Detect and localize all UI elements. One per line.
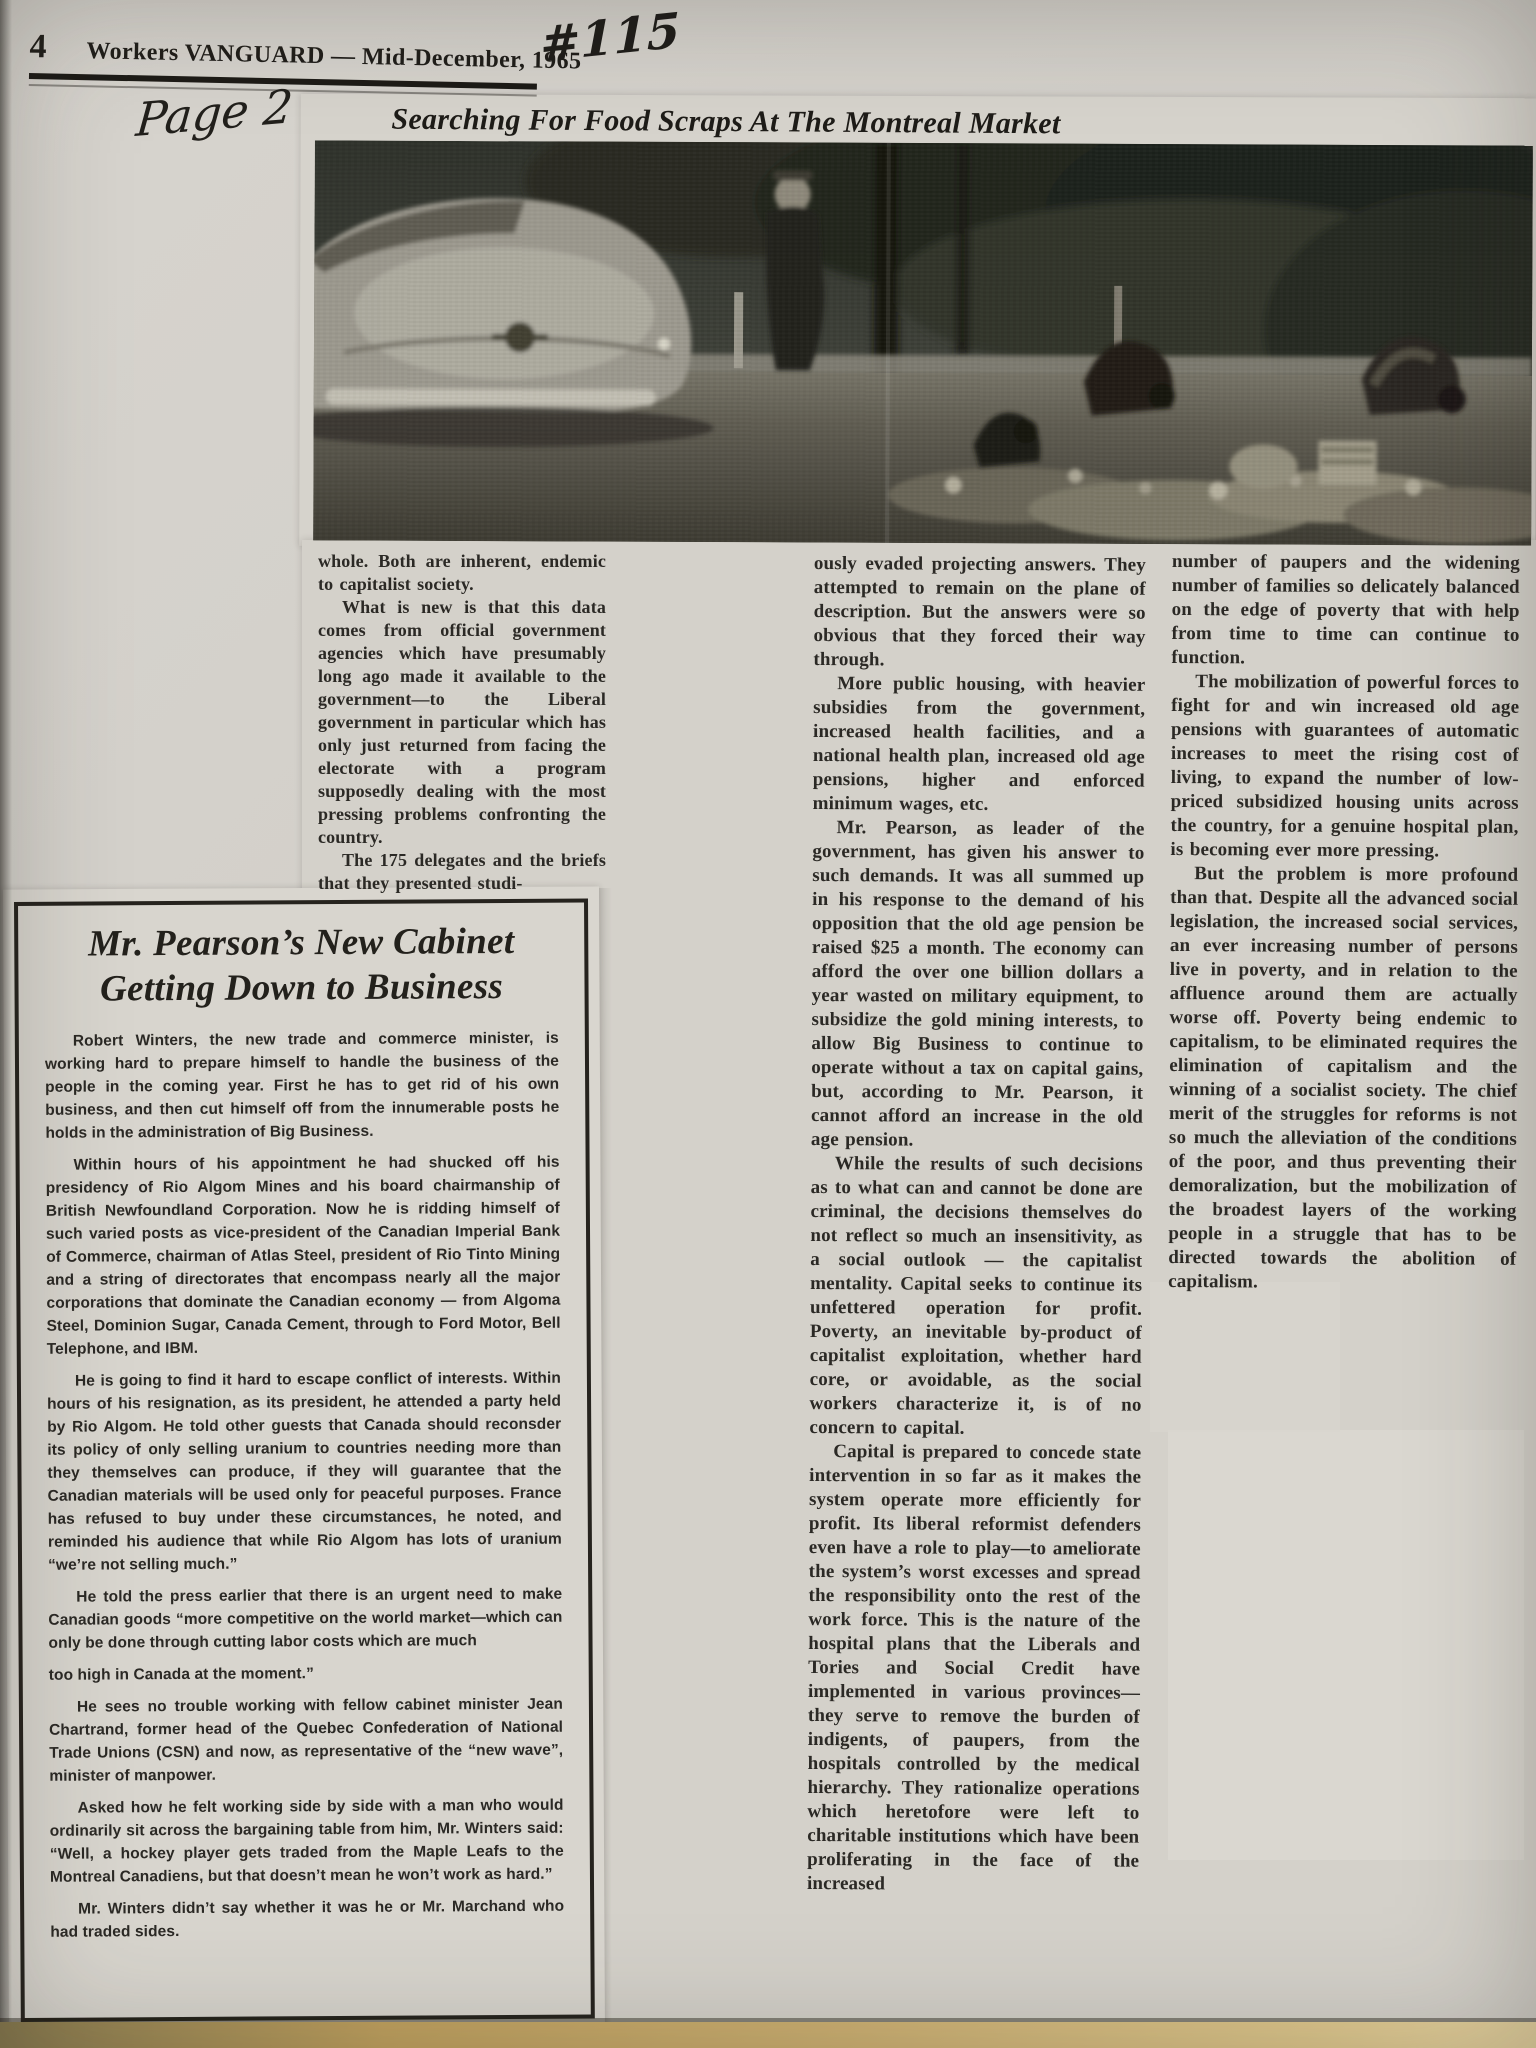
boxed-article-title-line1: Mr. Pearson’s New Cabinet	[88, 920, 515, 965]
article-paragraph: But the problem is more profound than that. Despite all the advanced social legislation, the increased social services, an ever increasing number of persons live in poverty, and in relation to the affluence around them are actually worse off. Poverty being endemic to capitalism, to be eliminated requires the elimination of capitalism and the winning of a socialist society. The chief merit of the struggles for reforms is not so much the alleviation of the conditions of the poor, and thus preventing their demoralization, but the mobilization of the broadest layers of the working people in a struggle that has to be directed towards the abolition of capitalism.	[1168, 863, 1519, 1293]
boxed-article-body	[45, 1027, 565, 1944]
article-paragraph: He told the press earlier that there is an urgent need to make Canadian goods “more competitive on the world market—which can only be done through cutting labor costs which are much	[48, 1585, 563, 1652]
article-paragraph: Mr. Winters didn’t say whether it was he or Mr. Marchand who had traded sides.	[50, 1897, 565, 1941]
article-paragraph: More public housing, with heavier subsidies from the government, increased health facilities, and a national health plan, increased old age pensions, higher and enforced minimum wages, etc.	[812, 673, 1146, 815]
article-paragraph: Capital is prepared to concede state intervention in so far as it makes the system operate more efficiently for profit. Its liberal reformist defenders even have a role to play—to ameliorate the system’s worst excesses and spread the responsibility onto the rest of the work force. This is the nature of the hospital plans that the Liberals and Tories and Social Credit have implemented in various provinces—they serve to remove the burden of indigents, of paupers, from the hospitals controlled by the medical hierarchy. They rationalize operations which heretofore were left to charitable institutions which have been proliferating in the face of the increased	[806, 1441, 1142, 1895]
article-paragraph: The 175 delegates and the briefs that they presented studi-	[318, 850, 606, 893]
article-paragraph: number of paupers and the widening number of families so delicately balanced on the edge of poverty that with help from time to time can continue to function.	[1171, 551, 1520, 669]
article-paragraph: too high in Canada at the moment.”	[48, 1665, 314, 1684]
article-paragraph: ously evaded projecting answers. They attempted to remain on the plane of description. But the answers were so obvious that they forced their way through.	[813, 553, 1146, 671]
photo-headline: Searching For Food Scraps At The Montreal Market	[391, 102, 1061, 141]
article-paragraph: Asked how he felt working side by side with a man who would ordinarily sit across the bargaining table from him, Mr. Winters said: “Well, a hockey player gets traded from the Maple Leafs to the Montreal Canadiens, but that doesn’t mean he won’t work as hard.”	[49, 1796, 564, 1886]
blank-clipping-patch	[1168, 1430, 1524, 1860]
article-paragraph: He sees no trouble working with fellow cabinet minister Jean Chartrand, former head of the Quebec Confederation of National Trade Unions (CSN) and now, as representative of the “new wave”, minister of manpower.	[49, 1695, 564, 1785]
scan-left-edge	[0, 0, 12, 2048]
article-column-2	[807, 552, 1146, 1898]
article-paragraph: Within hours of his appointment he had shucked off his presidency of Rio Algom Mines and his board chairmanship of British Newfoundland Corporation. Now he is ridding himself of such varied posts as vice-president of the Canadian Imperial Bank of Commerce, chairman of Atlas Steel, president of Rio Tinto Mining and a string of directorates that encompass nearly all the major corporations that dominate the Canadian economy — from Algoma Steel, Dominion Sugar, Canada Cement, through to Ford Motor, Bell Telephone, and IBM.	[45, 1153, 561, 1358]
page-number: 4	[29, 28, 47, 66]
photo-post-left	[734, 292, 743, 368]
market-photo	[313, 140, 1533, 545]
handwritten-issue-number: #115	[540, 2, 681, 74]
article-column-1	[318, 550, 606, 895]
scan-bottom-table-edge	[0, 2022, 1536, 2048]
article-paragraph: whole. Both are inherent, endemic to capitalist society.	[318, 551, 606, 594]
article-paragraph: The mobilization of powerful forces to fight for and win increased old age pensions with guarantees of automatic increases to meet the rising cost of living, to expand the number of low-priced subsidized housing units across the country, for a genuine hospital plan, is becoming ever more pressing.	[1170, 671, 1520, 862]
market-photo-illustration	[313, 140, 1533, 545]
article-paragraph: What is new is that this data comes from official government agencies which have presumably long ago made it available to the government—to the Liberal government in particular which has only just returned from facing the electorate with a program supposedly dealing with the most pressing problems confronting the country.	[318, 597, 606, 847]
boxed-article-title-line2: Getting Down to Business	[99, 966, 504, 1010]
article-paragraph: Robert Winters, the new trade and commerce minister, is working hard to prepare himself to handle the business of the people in the coming year. First he has to get rid of his own business, and then cut himself off from the innumerable posts he holds in the administration of Big Business.	[44, 1029, 560, 1142]
blank-clipping-patch-small	[1150, 1282, 1340, 1432]
boxed-article	[14, 898, 595, 2021]
article-paragraph: While the results of such decisions as to what can and cannot be done are criminal, the decisions themselves do not reflect so much an insensitivity, as a social outlook — the capitalist mentality. Capital seeks to continue its unfettered operation for profit. Poverty, an inevitable by-product of capitalist exploitation, whether hard core, or avoidable, as the social workers characterize it, is of no concern to capital.	[809, 1153, 1143, 1439]
masthead-title: Workers VANGUARD — Mid-December, 1965	[86, 38, 582, 75]
article-column-3	[1168, 550, 1520, 1296]
article-paragraph: Mr. Pearson, as leader of the government, has given his answer to such demands. It was all summed up in his response to the demand of his opposition that the old age pension be raised $25 a month. The economy can afford the over one billion dollars a year wasted on military equipment, to subsidize the gold mining interests, to allow Big Business to continue to operate without a tax on capital gains, but, according to Mr. Pearson, it cannot afford an increase in the old age pension.	[810, 817, 1145, 1151]
boxed-article-title	[44, 919, 559, 1012]
handwritten-page-annotation: Page 2	[133, 78, 295, 148]
article-paragraph: He is going to find it hard to escape conflict of interests. Within hours of his resignation, as its president, he attended a party held by Rio Algom. He told other guests that Canada should reconsder its policy of only selling uranium to countries needing more than they themselves can produce, if they will guarantee that the Canadian materials will be used only for peaceful purposes. France has refused to buy under these circumstances, he noted, and reminded his audience that while Rio Algom has lots of uranium “we’re not selling much.”	[47, 1369, 562, 1574]
